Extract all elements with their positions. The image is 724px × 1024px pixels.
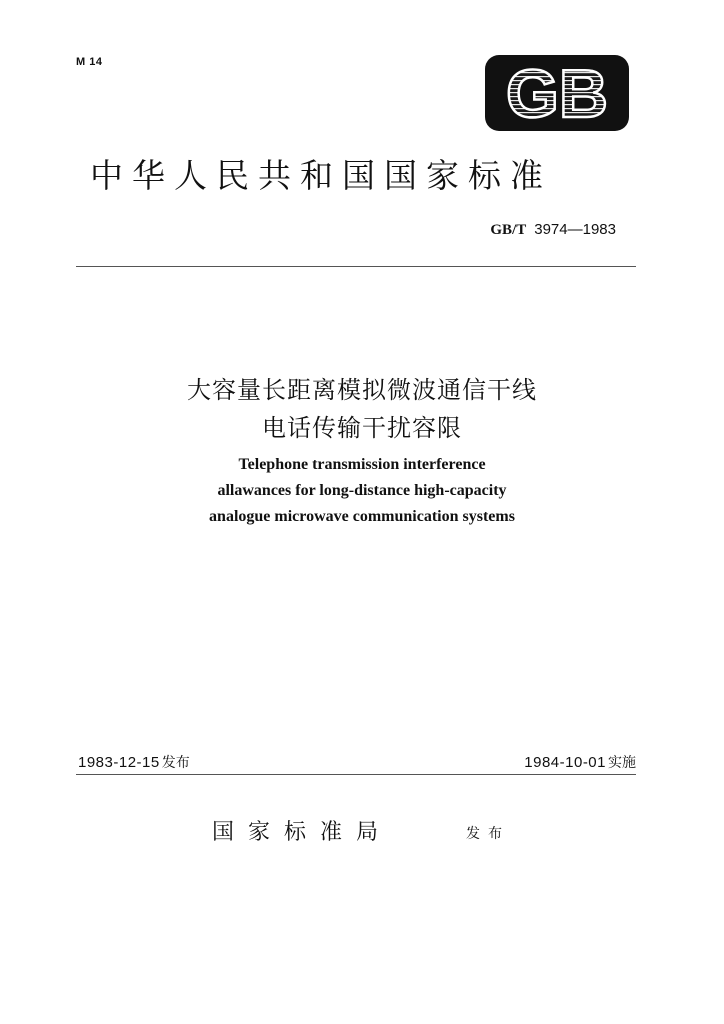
classification-code: M 14: [76, 56, 103, 68]
issued-date: 1983-12-15: [78, 754, 160, 771]
standard-number: [490, 220, 616, 239]
bottom-divider: [76, 774, 636, 775]
standard-prefix: GB/T: [490, 222, 527, 238]
national-standard-title: 中华人民共和国国家标准: [90, 156, 552, 195]
effective-date: 1984-10-01: [524, 754, 606, 771]
gb-logo: [484, 54, 630, 132]
issue-label: 发布: [466, 826, 510, 842]
issued-date-block: [78, 752, 190, 772]
gb-logo-text: GB: [506, 56, 608, 132]
effective-label: 实施: [608, 755, 636, 771]
title-en-line-1: Telephone transmission interference: [238, 456, 486, 473]
issuing-authority: 国家标准局: [212, 820, 393, 845]
effective-date-block: [524, 752, 636, 772]
issued-label: 发布: [161, 755, 190, 771]
title-en-line-3: analogue microwave communication systems: [209, 508, 515, 525]
title-zh-line-1: 大容量长距离模拟微波通信干线: [187, 376, 537, 404]
title-zh-line-2: 电话传输干扰容限: [262, 414, 462, 442]
title-en-line-2: allawances for long-distance high-capacity: [217, 482, 507, 499]
top-divider: [76, 266, 636, 267]
standard-code: 3974—1983: [534, 221, 616, 238]
